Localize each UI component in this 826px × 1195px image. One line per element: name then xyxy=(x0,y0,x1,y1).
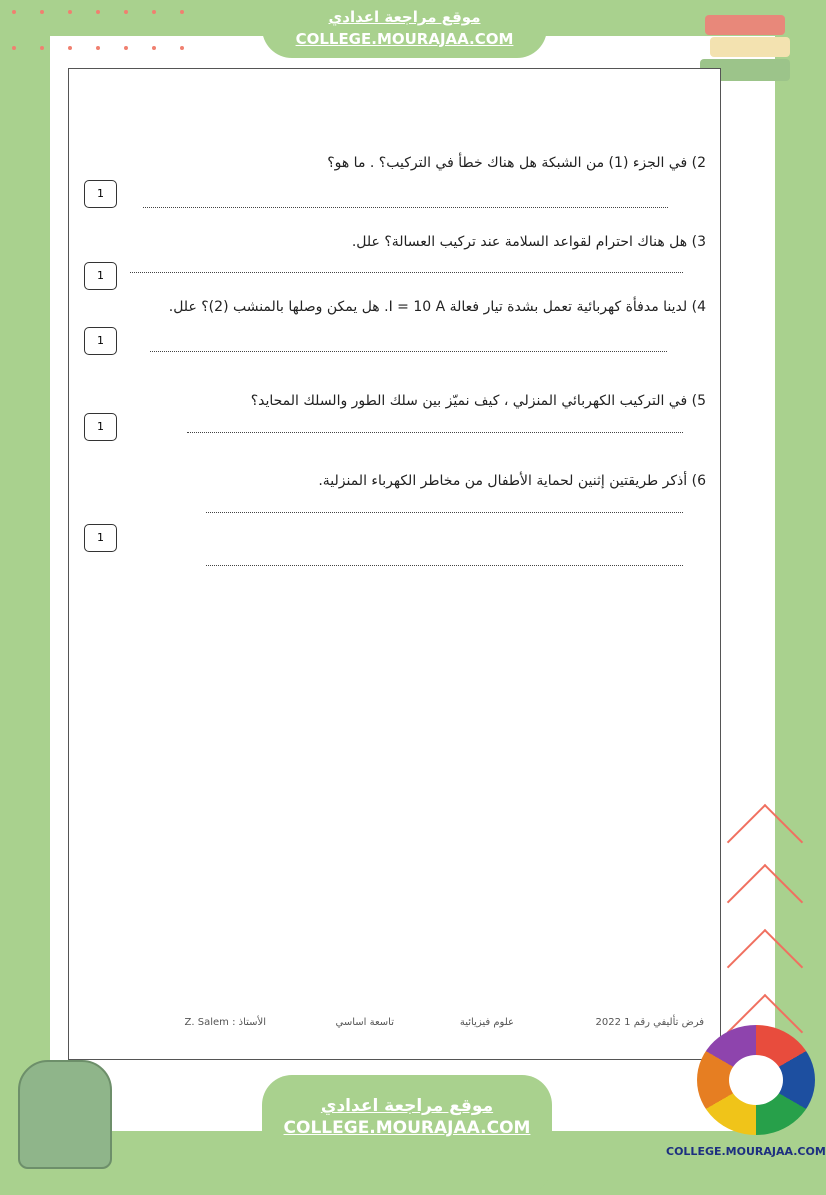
site-url[interactable]: COLLEGE.MOURAJAA.COM xyxy=(283,1118,531,1138)
site-name-ar: موقع مراجعة اعدادي xyxy=(328,8,481,26)
score-box: 1 xyxy=(84,327,117,355)
question-3: 3) هل هناك احترام لقواعد السلامة عند تركيب العسالة؟ علل. xyxy=(351,234,706,250)
score-box: 1 xyxy=(84,413,117,441)
site-url[interactable]: COLLEGE.MOURAJAA.COM xyxy=(295,30,514,48)
answer-line[interactable] xyxy=(187,432,683,433)
backpack-icon xyxy=(18,1060,112,1169)
exam-frame xyxy=(68,68,721,1060)
logo-wheel-icon xyxy=(697,1025,815,1135)
site-name-ar: موقع مراجعة اعدادي xyxy=(320,1096,494,1116)
score-box: 1 xyxy=(84,180,117,208)
answer-line[interactable] xyxy=(130,272,683,273)
question-5: 5) في التركيب الكهربائي المنزلي ، كيف نميّز بين سلك الطور والسلك المحايد؟ xyxy=(250,393,706,409)
bottom-banner[interactable] xyxy=(262,1075,552,1195)
answer-line[interactable] xyxy=(206,565,683,566)
question-2: 2) في الجزء (1) من الشبكة هل هناك خطأ في التركيب؟ . ما هو؟ xyxy=(327,155,706,171)
score-box: 1 xyxy=(84,524,117,552)
score-box: 1 xyxy=(84,262,117,290)
footer-subject: علوم فيزيائية xyxy=(459,1017,514,1028)
footer-teacher: الأستاذ : Z. Salem xyxy=(184,1017,266,1028)
question-6: 6) أذكر طريقتين إثنين لحماية الأطفال من مخاطر الكهرباء المنزلية. xyxy=(318,473,706,489)
footer-level: تاسعة اساسي xyxy=(335,1017,394,1028)
answer-line[interactable] xyxy=(206,512,683,513)
top-banner[interactable] xyxy=(262,0,547,58)
footer-test: فرض تأليفي رقم 1 2022 xyxy=(595,1017,704,1028)
answer-line[interactable] xyxy=(143,207,668,208)
answer-line[interactable] xyxy=(150,351,667,352)
logo-text: COLLEGE.MOURAJAA.COM xyxy=(666,1145,826,1158)
question-4: 4) لدينا مدفأة كهربائية تعمل بشدة تيار فعالة I = 10 A. هل يمكن وصلها بالمنشب (2)؟ علل. xyxy=(168,299,706,315)
